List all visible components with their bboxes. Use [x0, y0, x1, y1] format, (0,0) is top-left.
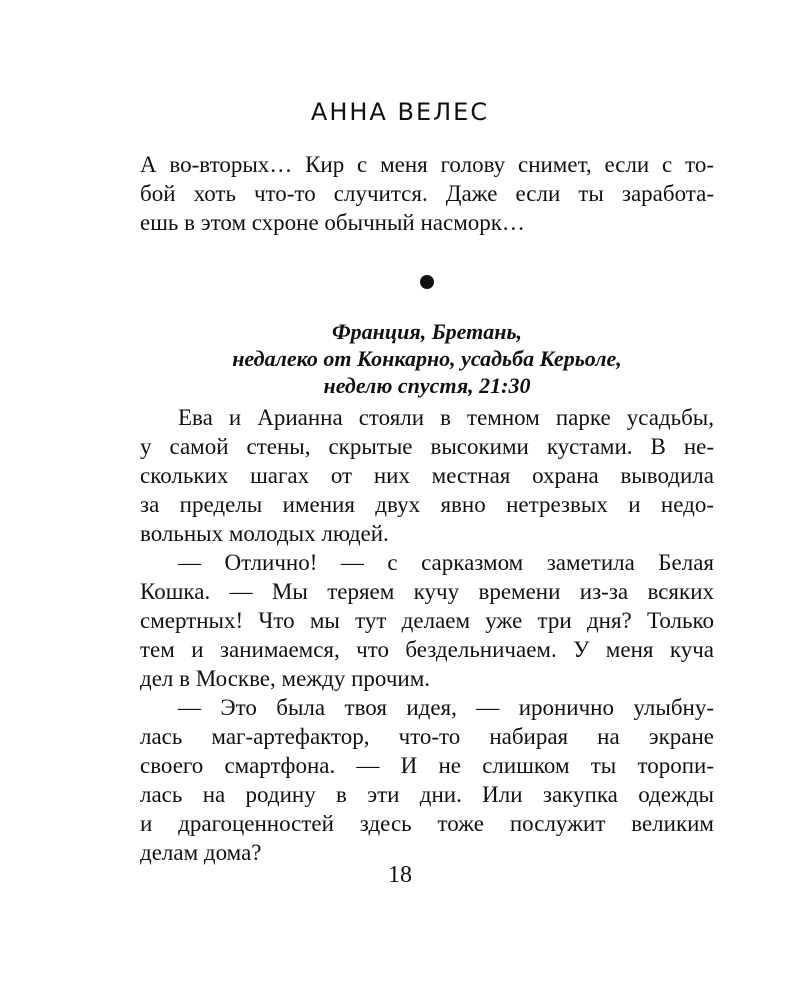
paragraph-line: за пределы имения двух явно нетрезвых и недо-	[140, 492, 714, 517]
paragraph-line: своего смартфона. — И не слишком ты торопи-	[140, 753, 714, 778]
heading-line: недалеко от Конкарно, усадьба Керьоле,	[232, 346, 622, 371]
running-head-author: АННА ВЕЛЕС	[310, 98, 490, 126]
heading-line: неделю спустя, 21:30	[323, 373, 531, 398]
paragraph-line: у самой стены, скрытые высокими кустами. В не-	[140, 434, 714, 459]
paragraph-line: тем и занимаемся, что бездельничаем. У меня куча	[140, 637, 714, 662]
paragraph-line: Ева и Арианна стояли в темном парке усадьбы,	[178, 405, 714, 430]
paragraph-line: дел в Москве, между прочим.	[140, 666, 431, 691]
intro-paragraph	[140, 150, 714, 237]
paragraph-line: — Это была твоя идея, — иронично улыбну-	[178, 695, 714, 720]
paragraph-line: лась на родину в эти дни. Или закупка одежды	[140, 782, 714, 807]
paragraph-line: делам дома?	[140, 840, 262, 865]
section-separator-bullet	[420, 275, 434, 289]
paragraph-line: А во-вторых… Кир с меня голову снимет, если с то-	[140, 152, 714, 177]
paragraph-line: Кошка. — Мы теряем кучу времени из-за всяких	[140, 579, 714, 604]
page-number: 18	[388, 862, 412, 888]
paragraph-line: смертных! Что мы тут делаем уже три дня? Только	[140, 608, 714, 633]
paragraph-line: и драгоценностей здесь тоже послужит великим	[140, 811, 714, 836]
paragraph-line: — Отлично! — с сарказмом заметила Белая	[178, 550, 714, 575]
paragraph-line: вольных молодых людей.	[140, 521, 389, 546]
paragraph-line: бой хоть что-то случится. Даже если ты заработа-	[140, 181, 714, 206]
heading-line: Франция, Бретань,	[331, 319, 523, 344]
paragraph-line: ешь в этом схроне обычный насморк…	[140, 210, 525, 235]
section-heading	[140, 318, 714, 399]
body-text	[140, 403, 714, 867]
paragraph-line: скольких шагах от них местная охрана выводила	[140, 463, 714, 488]
paragraph-line: лась маг-артефактор, что-то набирая на экране	[140, 724, 714, 749]
